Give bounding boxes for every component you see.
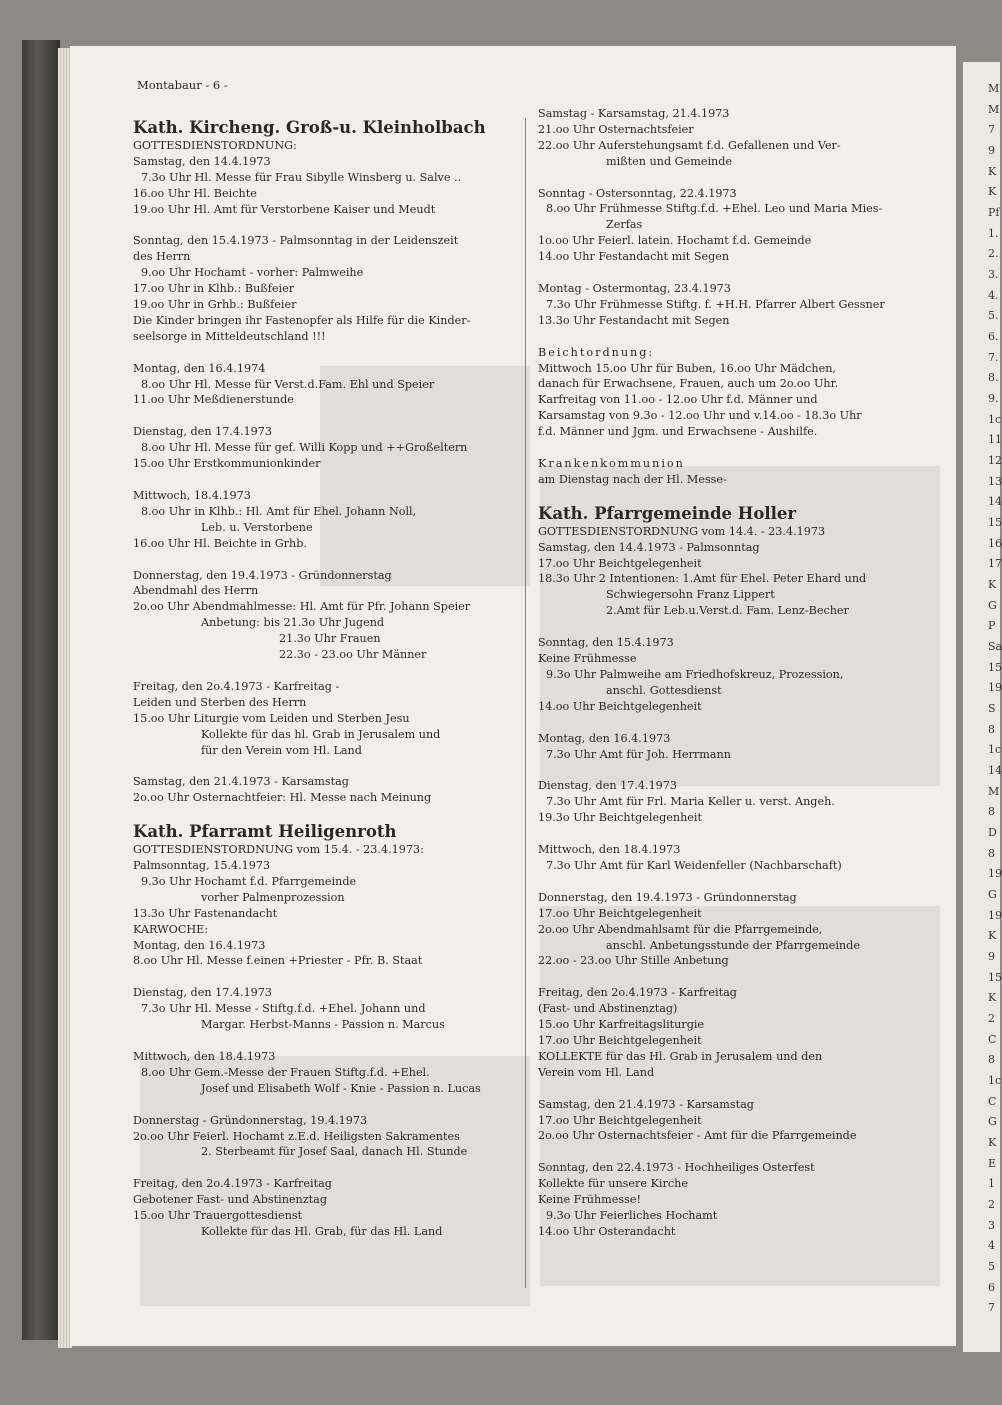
- schedule-line: Kollekte für das Hl. Grab, für das Hl. Land: [201, 1224, 443, 1238]
- schedule-line: Montag - Ostermontag, 23.4.1973: [538, 282, 731, 296]
- schedule-block: [538, 281, 958, 329]
- adjacent-page-fragment: 1c: [988, 743, 1002, 757]
- schedule-line: 8.oo Uhr in Klhb.: Hl. Amt für Ehel. Johann Noll,: [141, 504, 417, 518]
- schedule-line: GOTTESDIENSTORDNUNG vom 14.4. - 23.4.1973: [538, 524, 826, 538]
- right-column: [538, 106, 958, 1256]
- adjacent-page-fragment: 9: [988, 950, 995, 963]
- adjacent-page-fragment: K: [988, 929, 997, 943]
- schedule-line: 9.3o Uhr Hochamt f.d. Pfarrgemeinde: [141, 874, 357, 888]
- schedule-line: Donnerstag, den 19.4.1973 - Gründonnerstag: [133, 568, 392, 582]
- schedule-line: Sonntag, den 15.4.1973 - Palmsonntag in der Leidenszeit: [133, 234, 459, 248]
- schedule-line: Karfreitag von 11.oo - 12.oo Uhr f.d. Männer und: [538, 393, 818, 407]
- schedule-line: Dienstag, den 17.4.1973: [133, 986, 273, 1000]
- schedule-line: Samstag - Karsamstag, 21.4.1973: [538, 107, 730, 120]
- schedule-line: 17.oo Uhr Beichtgelegenheit: [538, 906, 702, 920]
- schedule-line: 2o.oo Uhr Abendmahlmesse: Hl. Amt für Pfr. Johann Speier: [133, 600, 471, 614]
- schedule-line: Beichtordnung:: [538, 345, 655, 359]
- adjacent-page-fragment: 2: [988, 1012, 995, 1025]
- schedule-line: Samstag, den 21.4.1973 - Karsamstag: [538, 1097, 754, 1111]
- schedule-line: 7.3o Uhr Amt für Karl Weidenfeller (Nachbarschaft): [546, 858, 842, 872]
- schedule-block: [133, 1049, 518, 1097]
- schedule-block: [133, 774, 518, 806]
- schedule-line: 18.3o Uhr 2 Intentionen: 1.Amt für Ehel. Peter Ehard und: [538, 572, 867, 586]
- schedule-line: 2.Amt für Leb.u.Verst.d. Fam. Lenz-Becher: [606, 604, 849, 618]
- schedule-line: Freitag, den 2o.4.1973 - Karfreitag: [133, 1177, 332, 1191]
- adjacent-page-fragment: 13: [988, 474, 1002, 488]
- schedule-line: 8.oo Uhr Hl. Messe für Verst.d.Fam. Ehl und Speier: [141, 377, 435, 391]
- schedule-line: Die Kinder bringen ihr Fastenopfer als Hilfe für die Kinder-: [133, 313, 471, 327]
- adjacent-page-fragment: 14: [988, 764, 1002, 777]
- schedule-line: 9.3o Uhr Feierliches Hochamt: [546, 1208, 718, 1222]
- adjacent-page-fragment: 8: [988, 722, 995, 736]
- schedule-block: [538, 842, 958, 874]
- adjacent-page-fragment: K: [988, 185, 997, 199]
- schedule-line: seelsorge in Mitteldeutschland !!!: [133, 329, 326, 343]
- schedule-line: Kollekte für unsere Kirche: [538, 1177, 688, 1191]
- schedule-block: [538, 778, 958, 826]
- adjacent-page-fragment: 12: [988, 454, 1002, 467]
- adjacent-page-fragment: M: [988, 102, 1000, 116]
- schedule-line: anschl. Anbetungsstunde der Pfarrgemeinde: [606, 938, 860, 952]
- adjacent-page-fragment: 19: [988, 908, 1002, 922]
- schedule-line: Mittwoch, 18.4.1973: [133, 489, 251, 503]
- schedule-line: Donnerstag, den 19.4.1973 - Gründonnerstag: [538, 890, 797, 904]
- schedule-line: Sonntag, den 22.4.1973 - Hochheiliges Osterfest: [538, 1161, 815, 1175]
- adjacent-page-fragment: 3.: [988, 268, 999, 281]
- schedule-block: [538, 1097, 958, 1145]
- schedule-line: Montag, den 16.4.1973: [133, 938, 266, 952]
- schedule-line: Sonntag, den 15.4.1973: [538, 636, 674, 650]
- schedule-block: [133, 488, 518, 552]
- schedule-line: 19.oo Uhr in Grhb.: Bußfeier: [133, 298, 297, 312]
- adjacent-page-fragment: M: [988, 784, 1000, 798]
- schedule-line: am Dienstag nach der Hl. Messe-: [538, 472, 727, 486]
- adjacent-page-fragment: K: [988, 1136, 997, 1149]
- schedule-line: 2o.oo Uhr Osternachtsfeier - Amt für die Pfarrgemeinde: [538, 1129, 857, 1143]
- schedule-line: anschl. Gottesdienst: [606, 683, 722, 697]
- adjacent-page-fragment: 17: [988, 557, 1002, 571]
- schedule-line: Abendmahl des Herrn: [133, 584, 259, 598]
- schedule-line: Freitag, den 2o.4.1973 - Karfreitag -: [133, 679, 340, 693]
- schedule-line: 17.oo Uhr Beichtgelegenheit: [538, 1113, 702, 1127]
- schedule-line: 15.oo Uhr Liturgie vom Leiden und Sterben Jesu: [133, 711, 410, 725]
- adjacent-page-fragment: 1.: [988, 226, 999, 240]
- adjacent-page-fragment: 8: [988, 805, 995, 819]
- schedule-line: vorher Palmenprozession: [201, 890, 345, 904]
- schedule-line: 7.3o Uhr Hl. Messe - Stiftg.f.d. +Ehel. Johann und: [141, 1002, 426, 1016]
- schedule-line: 7.3o Uhr Amt für Joh. Herrmann: [546, 747, 731, 761]
- schedule-line: Krankenkommunion: [538, 457, 685, 471]
- schedule-block: [538, 524, 958, 619]
- adjacent-page-fragment: K: [988, 991, 997, 1005]
- adjacent-page-fragment: 4: [988, 1239, 995, 1253]
- schedule-line: Montag, den 16.4.1973: [538, 731, 671, 745]
- schedule-line: 11.oo Uhr Meßdienerstunde: [133, 393, 294, 407]
- schedule-line: 15.oo Uhr Erstkommunionkinder: [133, 457, 321, 471]
- adjacent-page-fragment: 7: [988, 123, 995, 137]
- schedule-block: [133, 138, 518, 217]
- schedule-block: [133, 1176, 518, 1240]
- schedule-line: 7.3o Uhr Frühmesse Stiftg. f. +H.H. Pfarrer Albert Gessner: [546, 297, 885, 311]
- adjacent-page-fragment: 3: [988, 1218, 995, 1232]
- adjacent-page-fragment: C: [988, 1032, 997, 1046]
- schedule-line: (Fast- und Abstinenztag): [538, 1002, 678, 1016]
- schedule-line: Kollekte für das hl. Grab in Jerusalem und: [201, 727, 441, 741]
- schedule-line: Keine Frühmesse: [538, 652, 637, 666]
- schedule-block: [538, 106, 958, 170]
- adjacent-page-fragment: 7: [988, 1301, 995, 1315]
- schedule-line: Dienstag, den 17.4.1973: [133, 425, 273, 439]
- schedule-line: 16.oo Uhr Hl. Beichte: [133, 186, 257, 200]
- adjacent-page-fragment: G: [988, 1115, 997, 1129]
- column-divider: [525, 118, 526, 1288]
- schedule-line: 15.oo Uhr Trauergottesdienst: [133, 1209, 303, 1223]
- adjacent-page-fragment: 8: [988, 846, 995, 860]
- schedule-line: Zerfas: [606, 218, 643, 232]
- adjacent-page-fragment: 9.: [988, 392, 999, 405]
- schedule-line: KARWOCHE:: [133, 922, 209, 936]
- adjacent-page-fragment: 1c: [988, 412, 1002, 426]
- schedule-block: [133, 568, 518, 663]
- section-title: Kath. Pfarrgemeinde Holler: [538, 503, 797, 523]
- adjacent-page-fragment: D: [988, 826, 997, 839]
- adjacent-page-fragment: 1c: [988, 1074, 1002, 1087]
- adjacent-page-fragment: 5: [988, 1260, 995, 1273]
- schedule-line: Leiden und Sterben des Herrn: [133, 695, 307, 709]
- schedule-block: [538, 1160, 958, 1239]
- schedule-line: 22.3o - 23.oo Uhr Männer: [279, 648, 427, 662]
- schedule-line: 17.oo Uhr in Klhb.: Bußfeier: [133, 282, 295, 296]
- schedule-line: Leb. u. Verstorbene: [201, 520, 313, 534]
- schedule-line: 15.oo Uhr Karfreitagsliturgie: [538, 1018, 705, 1032]
- schedule-line: Samstag, den 14.4.1973 - Palmsonntag: [538, 540, 760, 554]
- adjacent-page-fragment: 8: [988, 1053, 995, 1067]
- adjacent-page-fragment: 6.: [988, 330, 999, 343]
- schedule-block: [538, 345, 958, 440]
- schedule-line: Keine Frühmesse!: [538, 1193, 641, 1207]
- schedule-block: [538, 890, 958, 969]
- schedule-line: Margar. Herbst-Manns - Passion n. Marcus: [201, 1018, 445, 1032]
- schedule-line: Mittwoch, den 18.4.1973: [538, 843, 681, 857]
- schedule-line: 19.oo Uhr Hl. Amt für Verstorbene Kaiser und Meudt: [133, 202, 436, 216]
- schedule-block: [538, 635, 958, 714]
- schedule-line: mißten und Gemeinde: [606, 154, 733, 168]
- schedule-line: 13.3o Uhr Fastenandacht: [133, 906, 278, 920]
- schedule-line: 19.3o Uhr Beichtgelegenheit: [538, 811, 702, 825]
- schedule-line: 21.3o Uhr Frauen: [279, 632, 381, 646]
- schedule-line: 8.oo Uhr Gem.-Messe der Frauen Stiftg.f.d. +Ehel.: [141, 1065, 430, 1079]
- adjacent-page-fragment: 8.: [988, 371, 999, 385]
- schedule-line: 2. Sterbeamt für Josef Saal, danach Hl. Stunde: [201, 1145, 468, 1159]
- page-header: Montabaur - 6 -: [137, 78, 228, 92]
- schedule-line: 16.oo Uhr Hl. Beichte in Grhb.: [133, 536, 307, 550]
- schedule-line: Karsamstag von 9.3o - 12.oo Uhr und v.14.oo - 18.3o Uhr: [538, 409, 862, 423]
- adjacent-page-fragment: G: [988, 888, 997, 901]
- adjacent-page-fragment: 15: [988, 516, 1002, 529]
- adjacent-page-fragment: 4.: [988, 288, 999, 302]
- schedule-line: 8.oo Uhr Hl. Messe f.einen +Priester - Pfr. B. Staat: [133, 954, 423, 968]
- schedule-block: [133, 679, 518, 758]
- adjacent-page-fragment: C: [988, 1094, 997, 1108]
- schedule-line: Palmsonntag, 15.4.1973: [133, 859, 271, 873]
- schedule-block: [538, 985, 958, 1080]
- adjacent-page-fragment: 7.: [988, 350, 999, 364]
- schedule-line: f.d. Männer und Jgm. und Erwachsene - Aushilfe.: [538, 425, 818, 439]
- schedule-line: 14.oo Uhr Beichtgelegenheit: [538, 699, 702, 713]
- adjacent-page-fragment: 5.: [988, 309, 999, 323]
- adjacent-page-fragment: 2.: [988, 247, 999, 261]
- adjacent-page-fragment: 1: [988, 1177, 995, 1191]
- schedule-line: 9.oo Uhr Hochamt - vorher: Palmweihe: [141, 266, 364, 280]
- schedule-line: Montag, den 16.4.1974: [133, 361, 266, 375]
- schedule-line: 17.oo Uhr Beichtgelegenheit: [538, 1033, 702, 1047]
- adjacent-page-fragment: 19: [988, 681, 1002, 695]
- schedule-line: 2o.oo Uhr Osternachtfeier: Hl. Messe nach Meinung: [133, 791, 432, 805]
- schedule-line: Schwiegersohn Franz Lippert: [606, 588, 775, 602]
- book-binding: [22, 40, 60, 1340]
- schedule-line: 14.oo Uhr Osterandacht: [538, 1224, 676, 1238]
- schedule-line: GOTTESDIENSTORDNUNG:: [133, 139, 297, 152]
- schedule-line: 2o.oo Uhr Feierl. Hochamt z.E.d. Heiligsten Sakramentes: [133, 1129, 460, 1143]
- schedule-line: Donnerstag - Gründonnerstag, 19.4.1973: [133, 1113, 368, 1127]
- adjacent-page-fragment: Pf: [988, 206, 1000, 219]
- schedule-line: Mittwoch 15.oo Uhr für Buben, 16.oo Uhr Mädchen,: [538, 361, 836, 375]
- schedule-line: 7.3o Uhr Amt für Frl. Maria Keller u. verst. Angeh.: [546, 795, 835, 809]
- adjacent-page-fragment: 15: [988, 970, 1002, 984]
- adjacent-page-fragment: P: [988, 619, 996, 633]
- schedule-line: Dienstag, den 17.4.1973: [538, 779, 678, 793]
- adjacent-page-fragment: K: [988, 164, 997, 178]
- schedule-line: 8.oo Uhr Frühmesse Stiftg.f.d. +Ehel. Leo und Maria Mies-: [546, 202, 883, 216]
- schedule-line: 14.oo Uhr Festandacht mit Segen: [538, 250, 730, 264]
- schedule-block: [538, 456, 958, 488]
- schedule-line: KOLLEKTE für das Hl. Grab in Jerusalem und den: [538, 1049, 823, 1063]
- adjacent-page-fragment: 15: [988, 660, 1002, 674]
- schedule-block: [538, 731, 958, 763]
- schedule-line: Anbetung: bis 21.3o Uhr Jugend: [201, 616, 385, 630]
- schedule-line: 17.oo Uhr Beichtgelegenheit: [538, 556, 702, 570]
- schedule-block: [538, 186, 958, 265]
- schedule-line: 8.oo Uhr Hl. Messe für gef. Willi Kopp und ++Großeltern: [141, 441, 468, 455]
- schedule-line: Josef und Elisabeth Wolf - Knie - Passion n. Lucas: [201, 1081, 481, 1095]
- adjacent-page-fragment: K: [988, 578, 997, 591]
- adjacent-page-fragment: M: [988, 82, 1000, 95]
- section-title: Kath. Kircheng. Groß-u. Kleinholbach: [133, 118, 486, 137]
- schedule-line: für den Verein vom Hl. Land: [201, 743, 362, 757]
- schedule-block: [133, 1113, 518, 1161]
- schedule-line: 1o.oo Uhr Feierl. latein. Hochamt f.d. Gemeinde: [538, 234, 812, 248]
- schedule-line: 2o.oo Uhr Abendmahlsamt für die Pfarrgemeinde,: [538, 922, 823, 936]
- adjacent-page-fragment: 14: [988, 495, 1002, 509]
- schedule-block: [133, 842, 518, 969]
- schedule-line: 9.3o Uhr Palmweihe am Friedhofskreuz, Prozession,: [546, 667, 844, 681]
- schedule-line: 21.oo Uhr Osternachtsfeier: [538, 122, 694, 136]
- schedule-block: [133, 233, 518, 344]
- schedule-line: Gebotener Fast- und Abstinenztag: [133, 1193, 327, 1207]
- adjacent-page-fragment: S: [988, 702, 996, 715]
- adjacent-page-fragment: 9: [988, 144, 995, 157]
- adjacent-page-fragment: 2: [988, 1198, 995, 1211]
- schedule-line: 22.oo Uhr Auferstehungsamt f.d. Gefallenen und Ver-: [538, 138, 841, 152]
- section-title: Kath. Pfarramt Heiligenroth: [133, 822, 397, 842]
- schedule-line: Mittwoch, den 18.4.1973: [133, 1049, 276, 1063]
- schedule-line: 22.oo - 23.oo Uhr Stille Anbetung: [538, 954, 729, 968]
- adjacent-page-fragment: 16: [988, 536, 1002, 550]
- schedule-line: 13.3o Uhr Festandacht mit Segen: [538, 313, 730, 327]
- schedule-block: [133, 424, 518, 472]
- adjacent-page-fragment: 19: [988, 867, 1002, 881]
- schedule-line: Samstag, den 14.4.1973: [133, 154, 271, 168]
- schedule-line: danach für Erwachsene, Frauen, auch um 2o.oo Uhr.: [538, 377, 839, 391]
- adjacent-page-edge: [963, 62, 1000, 1352]
- schedule-line: des Herrn: [133, 250, 191, 264]
- schedule-line: Sonntag - Ostersonntag, 22.4.1973: [538, 186, 737, 200]
- schedule-line: Samstag, den 21.4.1973 - Karsamstag: [133, 775, 349, 789]
- adjacent-page-fragment: E: [988, 1156, 997, 1170]
- adjacent-page-fragment: Sa: [988, 640, 1002, 653]
- left-column: [133, 112, 518, 1256]
- schedule-block: [133, 985, 518, 1033]
- schedule-line: Verein vom Hl. Land: [538, 1065, 655, 1079]
- schedule-line: GOTTESDIENSTORDNUNG vom 15.4. - 23.4.1973:: [133, 843, 424, 857]
- adjacent-page-fragment: G: [988, 598, 997, 612]
- schedule-line: Freitag, den 2o.4.1973 - Karfreitag: [538, 986, 737, 1000]
- adjacent-page-fragment: 11: [988, 433, 1002, 447]
- adjacent-page-fragment: 6: [988, 1280, 995, 1294]
- schedule-block: [133, 361, 518, 409]
- schedule-line: 7.3o Uhr Hl. Messe für Frau Sibylle Winsberg u. Salve ..: [141, 170, 462, 184]
